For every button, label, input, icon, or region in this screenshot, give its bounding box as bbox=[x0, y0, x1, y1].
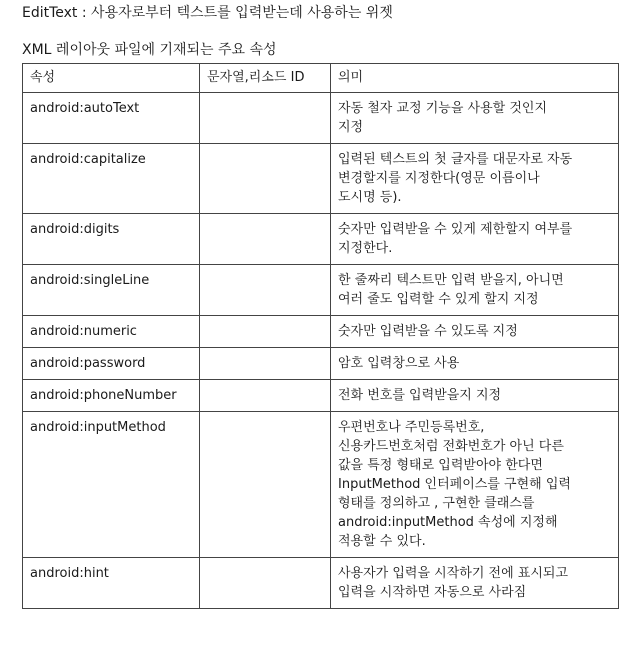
cell-meaning: 자동 철자 교정 기능을 사용할 것인지 지정 bbox=[331, 93, 619, 144]
cell-attribute: android:password bbox=[23, 348, 200, 380]
table-row bbox=[23, 412, 619, 558]
cell-resource-id bbox=[200, 93, 331, 144]
cell-attribute: android:numeric bbox=[23, 316, 200, 348]
page-title: EditText : 사용자로부터 텍스트를 입력받는데 사용하는 위젯 bbox=[22, 5, 393, 21]
cell-attribute: android:phoneNumber bbox=[23, 380, 200, 412]
cell-resource-id bbox=[200, 144, 331, 214]
header-attribute: 속성 bbox=[23, 64, 200, 93]
table-row bbox=[23, 214, 619, 265]
table-row bbox=[23, 558, 619, 609]
cell-resource-id bbox=[200, 558, 331, 609]
cell-meaning: 우편번호나 주민등록번호, 신용카드번호처럼 전화번호가 아닌 다른 값을 특정 형태로 입력받아야 한다면 InputMethod 인터페이스를 구현해 입력 형태를 정의하고 , 구현한 클래스를 android:inputMethod 속성에 지정해 적용할 수 있다. bbox=[331, 412, 619, 558]
cell-meaning: 한 줄짜리 텍스트만 입력 받을지, 아니면 여러 줄도 입력할 수 있게 할지 지정 bbox=[331, 265, 619, 316]
table-row bbox=[23, 144, 619, 214]
cell-resource-id bbox=[200, 265, 331, 316]
cell-meaning: 전화 번호를 입력받을지 지정 bbox=[331, 380, 619, 412]
table-row bbox=[23, 265, 619, 316]
cell-attribute: android:singleLine bbox=[23, 265, 200, 316]
cell-resource-id bbox=[200, 380, 331, 412]
table-row bbox=[23, 93, 619, 144]
cell-meaning: 암호 입력창으로 사용 bbox=[331, 348, 619, 380]
table-row bbox=[23, 348, 619, 380]
cell-attribute: android:autoText bbox=[23, 93, 200, 144]
cell-resource-id bbox=[200, 316, 331, 348]
header-meaning: 의미 bbox=[331, 64, 619, 93]
cell-attribute: android:capitalize bbox=[23, 144, 200, 214]
table-row bbox=[23, 380, 619, 412]
cell-resource-id bbox=[200, 348, 331, 380]
table-header-row bbox=[23, 64, 619, 93]
cell-meaning: 숫자만 입력받을 수 있도록 지정 bbox=[331, 316, 619, 348]
cell-resource-id bbox=[200, 214, 331, 265]
cell-attribute: android:hint bbox=[23, 558, 200, 609]
attributes-table bbox=[22, 63, 619, 609]
section-title: XML 레이아웃 파일에 기재되는 주요 속성 bbox=[22, 42, 277, 58]
cell-attribute: android:digits bbox=[23, 214, 200, 265]
header-resource-id: 문자열,리소드 ID bbox=[200, 64, 331, 93]
table-row bbox=[23, 316, 619, 348]
cell-attribute: android:inputMethod bbox=[23, 412, 200, 558]
cell-resource-id bbox=[200, 412, 331, 558]
cell-meaning: 숫자만 입력받을 수 있게 제한할지 여부를 지정한다. bbox=[331, 214, 619, 265]
cell-meaning: 입력된 텍스트의 첫 글자를 대문자로 자동 변경할지를 지정한다(영문 이름이나 도시명 등). bbox=[331, 144, 619, 214]
cell-meaning: 사용자가 입력을 시작하기 전에 표시되고 입력을 시작하면 자동으로 사라짐 bbox=[331, 558, 619, 609]
